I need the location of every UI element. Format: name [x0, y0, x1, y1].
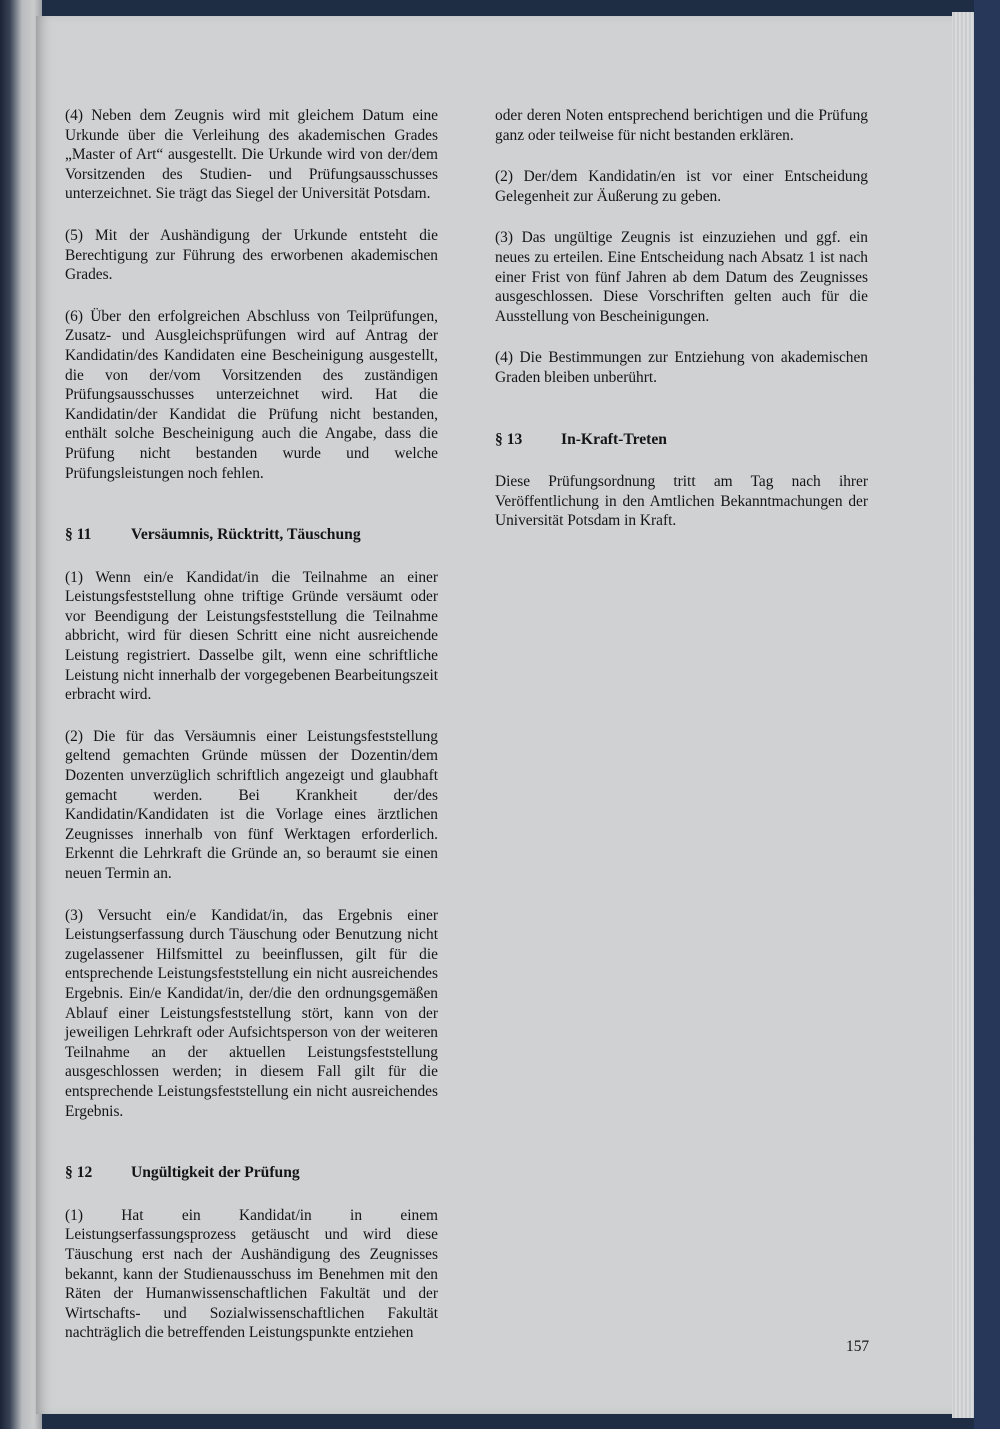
section-11-heading: [65, 525, 438, 545]
section-12-heading: [65, 1163, 438, 1183]
book-cover-right: [974, 0, 1000, 1429]
section-11-paragraph-2: (2) Die für das Versäumnis einer Leistungsfeststellung geltend gemachten Gründe müssen der Dozentin/dem Dozenten unverzüglich schriftlich angezeigt und glaubhaft gemacht werden. Bei Krankheit der/des Kandidatin/Kandidaten ist die Vorlage eines ärztlichen Zeugnisses innerhalb von fünf Werktagen erforderlich. Erkennt die Lehrkraft die Gründe an, so beraumt sie einen neuen Termin an.: [65, 727, 438, 882]
paragraph-5: (5) Mit der Aushändigung der Urkunde entsteht die Berechtigung zur Führung des erworbenen akademischen Grades.: [65, 226, 438, 284]
section-13-number: § 13: [495, 430, 523, 448]
page-edges: [952, 12, 974, 1418]
section-12-title: Ungültigkeit der Prüfung: [131, 1164, 300, 1182]
section-13-heading: [495, 430, 868, 450]
section-13-paragraph-1: Diese Prüfungsordnung tritt am Tag nach ihrer Veröffentlichung in den Amtlichen Bekanntmachungen der Universität Potsdam in Kraft.: [495, 473, 868, 530]
left-column: [65, 88, 438, 1343]
page-number: 157: [846, 1338, 870, 1355]
section-12-paragraph-2: (2) Der/dem Kandidatin/en ist vor einer Entscheidung Gelegenheit zur Äußerung zu geben.: [495, 168, 868, 205]
section-11-title: Versäumnis, Rücktritt, Täuschung: [131, 526, 361, 544]
right-column: [495, 88, 868, 531]
paragraph-4: (4) Neben dem Zeugnis wird mit gleichem Datum eine Urkunde über die Verleihung des akademischen Grades „Master of Art“ ausgestellt. Die Urkunde wird von der/dem Vorsitzenden des Studien- und Prüfungsausschusses unterzeichnet. Sie trägt das Siegel der Universität Potsdam.: [65, 107, 438, 203]
section-11-number: § 11: [65, 526, 92, 544]
section-12-paragraph-4: (4) Die Bestimmungen zur Entziehung von akademischen Graden bleiben unberührt.: [495, 349, 868, 386]
section-12-paragraph-1: (1) Hat ein Kandidat/in in einem Leistungserfassungsprozess getäuscht und wird diese Täuschung erst nach der Aushändigung des Zeugnisses bekannt, kann der Studienausschuss im Benehmen mit den Räten der Humanwissenschaftlichen Fakultät und der Wirtschafts- und Sozialwissenschaftlichen Fakultät nachträglich die betreffenden Leistungspunkte entziehen: [65, 1206, 438, 1342]
paragraph-6: (6) Über den erfolgreichen Abschluss von Teilprüfungen, Zusatz- und Ausgleichsprüfungen wird auf Antrag der Kandidatin/des Kandidaten eine Bescheinigung ausgestellt, die von der/vom Vorsitzenden des zuständigen Prüfungsausschusses unterzeichnet wird. Hat die Kandidatin/der Kandidat die Prüfung nicht bestanden, enthält solche Bescheinigung auch die Angabe, dass die Prüfung nicht bestanden wurde und welche Prüfungsleistungen noch fehlen.: [65, 307, 438, 482]
section-13-title: In-Kraft-Treten: [561, 430, 667, 448]
section-12-paragraph-1-continued: oder deren Noten entsprechend berichtigen und die Prüfung ganz oder teilweise für nicht bestanden erklären.: [495, 107, 868, 144]
section-11-paragraph-3: (3) Versucht ein/e Kandidat/in, das Ergebnis einer Leistungserfassung durch Täuschung oder Benutzung nicht zugelassener Hilfsmittel zu beeinflussen, gilt für die entsprechende Leistungsfeststellung ein nicht ausreichendes Ergebnis. Ein/e Kandidat/in, der/die den ordnungsgemäßen Ablauf einer Leistungsfeststellung stört, kann von der jeweiligen Lehrkraft oder Aufsichtsperson von der weiteren Teilnahme an der aktuellen Leistungsfeststellung ausgeschlossen werden; in diesem Fall gilt für die entsprechende Leistungsfeststellung ein nicht ausreichendes Ergebnis.: [65, 906, 438, 1120]
section-11-paragraph-1: (1) Wenn ein/e Kandidat/in die Teilnahme an einer Leistungsfeststellung ohne triftige Gründe versäumt oder vor Beendigung der Leistungsfeststellung die Teilnahme abbricht, wird für diesen Schritt eine nicht ausreichende Leistung registriert. Dasselbe gilt, wenn eine schriftliche Leistung nicht innerhalb der vorgegebenen Bearbeitungszeit erbracht wird.: [65, 568, 438, 704]
section-12-paragraph-3: (3) Das ungültige Zeugnis ist einzuziehen und ggf. ein neues zu erteilen. Eine Entscheidung nach Absatz 1 ist nach einer Frist von fünf Jahren ab dem Datum des Zeugnisses ausgeschlossen. Diese Vorschriften gelten auch für die Ausstellung von Bescheinigungen.: [495, 229, 868, 325]
section-12-number: § 12: [65, 1164, 93, 1182]
